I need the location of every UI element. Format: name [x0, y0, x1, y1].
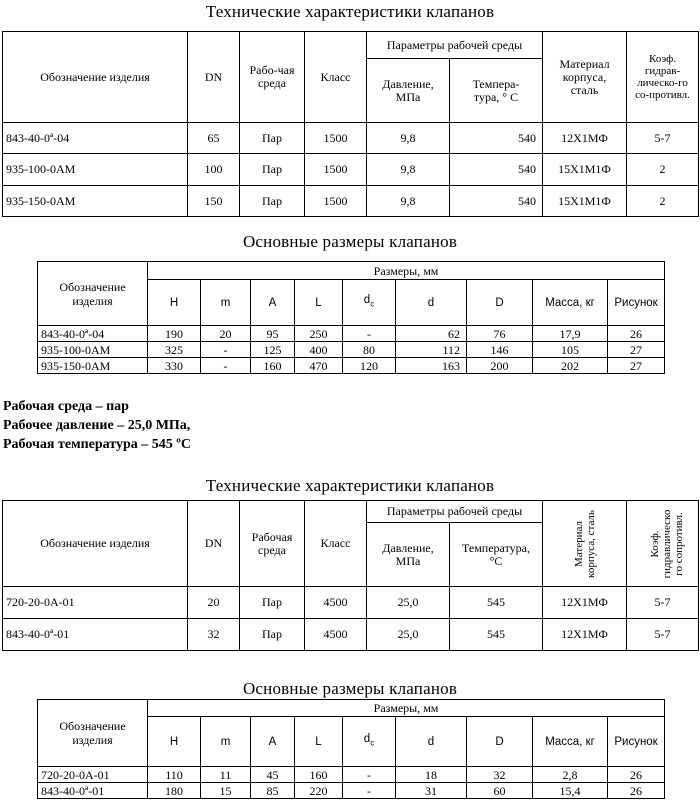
- cell-material: 15Х1М1Ф: [543, 186, 627, 217]
- cell-medium: Пар: [240, 186, 305, 217]
- header-temperature: Темпера-тура, ° С: [450, 59, 543, 123]
- cell-mass: 105: [533, 342, 608, 358]
- header-designation: Обозначение изделия: [3, 501, 188, 587]
- table3-title: Технические характеристики клапанов: [205, 476, 495, 495]
- cell-D: 200: [467, 358, 533, 374]
- cell-h: 190: [148, 326, 201, 342]
- cell-dn: 65: [188, 123, 240, 154]
- header-class: Класс: [305, 32, 367, 123]
- header-coef: [627, 501, 699, 587]
- cell-pressure: 9,8: [367, 123, 450, 154]
- table-row: [3, 123, 699, 154]
- table-row: [38, 326, 665, 342]
- header-m: m: [201, 280, 251, 326]
- header-dn: DN: [188, 501, 240, 587]
- header-D: D: [467, 717, 533, 767]
- header-figure: Рисунок: [608, 717, 665, 767]
- cell-dc: -: [343, 767, 396, 783]
- cell-medium: Пар: [240, 154, 305, 186]
- cell-dc: 120: [343, 358, 396, 374]
- header-params: Параметры рабочей среды: [367, 501, 543, 523]
- cell-m: 15: [201, 783, 251, 799]
- table-row: [38, 342, 665, 358]
- cell-l: 220: [295, 783, 343, 799]
- cell-dn: 32: [188, 619, 240, 651]
- header-dc: $d_c$: [343, 280, 396, 326]
- cell-designation: 720-20-0А-01: [3, 587, 188, 619]
- header-dc: $d_c$: [343, 717, 396, 767]
- header-figure: Рисунок: [608, 280, 665, 326]
- cell-a: 160: [251, 358, 295, 374]
- cell-class: 1500: [305, 123, 367, 154]
- table-row: [3, 619, 699, 651]
- cell-temperature: 540: [450, 123, 543, 154]
- cell-dc: 80: [343, 342, 396, 358]
- table3-characteristics: [2, 500, 699, 651]
- cell-designation: 843-40-0ª-04: [3, 123, 188, 154]
- cell-material: 15Х1М1Ф: [543, 154, 627, 186]
- cell-D: 76: [467, 326, 533, 342]
- cell-m: 20: [201, 326, 251, 342]
- header-coef-rotated: Коэф. гидравлическо го сопротивл.: [649, 509, 686, 578]
- header-mass: Масса, кг: [533, 717, 608, 767]
- cell-l: 250: [295, 326, 343, 342]
- cell-designation: 935-100-0АМ: [3, 154, 188, 186]
- header-d: d: [396, 280, 467, 326]
- table4-dimensions: [37, 699, 665, 799]
- table1-characteristics: [2, 31, 699, 217]
- cell-l: 470: [295, 358, 343, 374]
- table1-title: Технические характеристики клапанов: [205, 2, 495, 21]
- table-row: [38, 783, 665, 799]
- cell-d: 112: [396, 342, 467, 358]
- cell-dc: -: [343, 326, 396, 342]
- header-material-rotated: Материал корпуса, сталь: [572, 509, 597, 578]
- cell-class: 1500: [305, 154, 367, 186]
- cell-a: 95: [251, 326, 295, 342]
- cell-material: 12Х1МФ: [543, 123, 627, 154]
- cell-temperature: 545: [450, 619, 543, 651]
- header-designation: Обозначение изделия: [3, 32, 188, 123]
- cell-figure: 26: [608, 326, 665, 342]
- cell-designation: 843-40-0ª-01: [3, 619, 188, 651]
- cell-coef: 5-7: [627, 123, 699, 154]
- cell-designation: 935-150-0АМ: [38, 358, 148, 374]
- cell-dn: 20: [188, 587, 240, 619]
- table-row: [3, 186, 699, 217]
- header-pressure: Давление, МПа: [367, 59, 450, 123]
- header-a: A: [251, 717, 295, 767]
- header-sizes: Размеры, мм: [148, 262, 665, 280]
- cell-figure: 26: [608, 783, 665, 799]
- cell-a: 125: [251, 342, 295, 358]
- header-material: [543, 501, 627, 587]
- cell-m: 11: [201, 767, 251, 783]
- table2-title: Основные размеры клапанов: [242, 232, 458, 251]
- cell-temperature: 540: [450, 154, 543, 186]
- cell-designation: 843-40-0ª-01: [38, 783, 148, 799]
- cell-designation: 935-100-0АМ: [38, 342, 148, 358]
- note-temperature: Рабочая температура – 545 ºС: [3, 437, 192, 452]
- cell-pressure: 25,0: [367, 587, 450, 619]
- cell-class: 4500: [305, 619, 367, 651]
- header-medium: Рабо-чая среда: [240, 32, 305, 123]
- header-l: L: [295, 280, 343, 326]
- cell-coef: 2: [627, 154, 699, 186]
- header-params: Параметры рабочей среды: [367, 32, 543, 59]
- cell-material: 12Х1МФ: [543, 619, 627, 651]
- header-designation: Обозначение изделия: [38, 700, 148, 767]
- cell-h: 110: [148, 767, 201, 783]
- header-dn: DN: [188, 32, 240, 123]
- table-row: [3, 154, 699, 186]
- cell-mass: 15,4: [533, 783, 608, 799]
- cell-mass: 17,9: [533, 326, 608, 342]
- cell-pressure: 25,0: [367, 619, 450, 651]
- cell-medium: Пар: [240, 619, 305, 651]
- header-class: Класс: [305, 501, 367, 587]
- table-row: [38, 358, 665, 374]
- cell-m: -: [201, 342, 251, 358]
- header-temperature: Температура, °С: [450, 523, 543, 587]
- cell-designation: 843-40-0ª-04: [38, 326, 148, 342]
- header-D: D: [467, 280, 533, 326]
- cell-medium: Пар: [240, 123, 305, 154]
- header-material: Материал корпуса, сталь: [543, 32, 627, 123]
- table-row: [38, 767, 665, 783]
- header-coef: Коэф. гидрав-лическо-го со-противл.: [627, 32, 699, 123]
- cell-d: 31: [396, 783, 467, 799]
- cell-a: 45: [251, 767, 295, 783]
- cell-coef: 5-7: [627, 587, 699, 619]
- cell-dn: 150: [188, 186, 240, 217]
- cell-coef: 2: [627, 186, 699, 217]
- cell-temperature: 540: [450, 186, 543, 217]
- cell-medium: Пар: [240, 587, 305, 619]
- cell-designation: 720-20-0А-01: [38, 767, 148, 783]
- header-h: H: [148, 717, 201, 767]
- header-designation: Обозначение изделия: [38, 262, 148, 326]
- header-m: m: [201, 717, 251, 767]
- header-medium: Рабочая среда: [240, 501, 305, 587]
- cell-l: 160: [295, 767, 343, 783]
- table2-dimensions: [37, 261, 665, 374]
- cell-designation: 935-150-0АМ: [3, 186, 188, 217]
- header-sizes: Размеры, мм: [148, 700, 665, 717]
- cell-mass: 202: [533, 358, 608, 374]
- cell-D: 60: [467, 783, 533, 799]
- header-h: H: [148, 280, 201, 326]
- cell-class: 4500: [305, 587, 367, 619]
- working-conditions-notes: [3, 397, 191, 454]
- cell-pressure: 9,8: [367, 154, 450, 186]
- cell-h: 325: [148, 342, 201, 358]
- cell-d: 18: [396, 767, 467, 783]
- note-medium: Рабочая среда – пар: [3, 399, 129, 414]
- cell-figure: 26: [608, 767, 665, 783]
- cell-temperature: 545: [450, 587, 543, 619]
- cell-figure: 27: [608, 342, 665, 358]
- cell-m: -: [201, 358, 251, 374]
- cell-D: 146: [467, 342, 533, 358]
- note-pressure: Рабочее давление – 25,0 МПа,: [3, 418, 191, 433]
- cell-mass: 2,8: [533, 767, 608, 783]
- cell-pressure: 9,8: [367, 186, 450, 217]
- cell-d: 62: [396, 326, 467, 342]
- header-a: A: [251, 280, 295, 326]
- cell-d: 163: [396, 358, 467, 374]
- header-mass: Масса, кг: [533, 280, 608, 326]
- cell-D: 32: [467, 767, 533, 783]
- cell-h: 330: [148, 358, 201, 374]
- cell-figure: 27: [608, 358, 665, 374]
- cell-h: 180: [148, 783, 201, 799]
- header-pressure: Давление, МПа: [367, 523, 450, 587]
- header-d: d: [396, 717, 467, 767]
- cell-coef: 5-7: [627, 619, 699, 651]
- cell-dc: -: [343, 783, 396, 799]
- cell-a: 85: [251, 783, 295, 799]
- header-l: L: [295, 717, 343, 767]
- cell-class: 1500: [305, 186, 367, 217]
- table4-title: Основные размеры клапанов: [242, 679, 458, 698]
- cell-material: 12Х1МФ: [543, 587, 627, 619]
- cell-l: 400: [295, 342, 343, 358]
- cell-dn: 100: [188, 154, 240, 186]
- table-row: [3, 587, 699, 619]
